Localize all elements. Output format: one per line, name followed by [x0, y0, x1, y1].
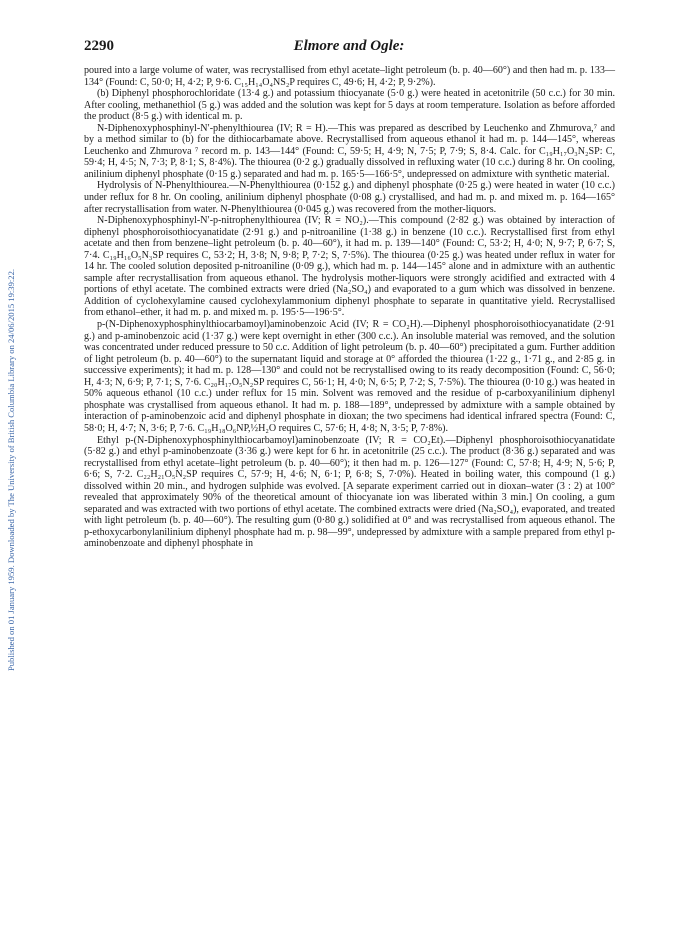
- paragraph-method-b: (b) Diphenyl phosphorochloridate (13·4 g.) and potassium thiocyanate (5·0 g.) were heated in acetonitrile (50 c.c.) for 30 min. After cooling, methanethiol (5 g.) was added and the solution was kept for 5 days at room temperature. Isolation as before afforded the product (8·5 g.) with identical m. p.: [84, 88, 615, 123]
- paragraph-ethyl-aminobenzoate: Ethyl p-(N-Diphenoxyphosphinylthiocarbamoyl)aminobenzoate (IV; R = CO₂Et).—Diphenyl phosphoroisothiocyanatidate (5·82 g.) and ethyl p-aminobenzoate (3·36 g.) were kept for 6 hr. in acetonitrile (25 c.c.). The product (8·36 g.) separated and was recrystallised from ethyl acetate–light petroleum (b. p. 40—60°); it then had m. p. 126—127° (Found: C, 57·8; H, 4·9; N, 5·6; P, 6·6; S, 7·2. C₂₂H₂₁O₅N₂SP requires C, 57·9; H, 4·6; N, 6·1; P, 6·8; S, 7·0%). Heated in boiling water, this compound (1 g.) dissolved within 20 min., and hydrogen sulphide was evolved. [A separate experiment carried out in dioxan–water (3 : 2) at 100° revealed that approximately 90% of the theoretical amount of thiocyanate ion was liberated within 3 min.] On cooling, a gum separated and was extracted with two portions of ethyl acetate. The combined extracts were dried (Na₂SO₄), evaporated, and treated with light petroleum (b. p. 40—60°). The resulting gum (0·80 g.) solidified at 0° and was recrystallised from aqueous ethanol. The p-ethoxycarbonylanilinium diphenyl phosphate had m. p. 98—99°, undepressed by admixture with a sample prepared from ethyl p-aminobenzoate and diphenyl phosphate in: [84, 434, 615, 550]
- paragraph-hydrolysis: Hydrolysis of N-Phenylthiourea.—N-Phenylthiourea (0·152 g.) and diphenyl phosphate (0·25 g.) were heated in water (10 c.c.) under reflux for 8 hr. On cooling, anilinium diphenyl phosphate (0·08 g.) crystallised, and had m. p. and mixed m. p. 164—165° after recrystallisation from water. N-Phenylthiourea (0·045 g.) was recovered from the mother-liquors.: [84, 180, 615, 215]
- running-head: Elmore and Ogle:: [293, 38, 405, 54]
- paragraph-continuation: poured into a large volume of water, was recrystallised from ethyl acetate–light petroleum (b. p. 40—60°) and then had m. p. 133—134° (Found: C, 50·0; H, 4·2; P, 9·6. C₁₅H₁₄O₄NS₂P requires C, 49·6; H, 4·2; P, 9·2%).: [84, 65, 615, 88]
- paragraph-aminobenzoic-acid: p-(N-Diphenoxyphosphinylthiocarbamoyl)aminobenzoic Acid (IV; R = CO₂H).—Diphenyl phosphoroisothiocyanatidate (2·91 g.) and p-aminobenzoic acid (1·37 g.) were kept overnight in ether (300 c.c.). An insoluble material was removed, and the solution was concentrated under reduced pressure to 50 c.c. Addition of light petroleum (b. p. 40—60°) precipitated a gum. Further addition of light petroleum (b. p. 40—60°) to the supernatant liquid and storage at 0° afforded the thiourea (1·22 g., 1·71 g., and 2·85 g. in successive experiments); it had m. p. 128—130° and could not be recrystallised owing to its ready decomposition (Found: C, 56·0; H, 4·3; N, 6·9; P, 7·1; S, 7·6. C₂₀H₁₇O₅N₂SP requires C, 56·1; H, 4·0; N, 6·5; P, 7·2; S, 7·5%). The thiourea (0·10 g.) was heated in 50% aqueous ethanol (10 c.c.) under reflux for 15 min. Solvent was removed and the residue of p-carboxyanilinium diphenyl phosphate was crystallised from aqueous ethanol. It had m. p. 188—189°, undepressed by admixture with a sample obtained by interaction of p-aminobenzoic acid and diphenyl phosphate in dioxan; the two specimens had identical infrared spectra (Found: C, 58·0; H, 4·7; N, 3·6; P, 7·6. C₁₉H₁₈O₆NP,½H₂O requires C, 57·6; H, 4·8; N, 3·5; P, 7·8%).: [84, 319, 615, 434]
- page-header: [84, 38, 614, 60]
- publication-notice: Published on 01 January 1959. Downloaded by The University of British Columbia Library on 24/06/2015 19:39:22.: [6, 268, 16, 672]
- paragraph-phenylthiourea: N-Diphenoxyphosphinyl-N′-phenylthiourea (IV; R = H).—This was prepared as described by Leuchenko and Zhmurova,⁷ and by a method similar to (b) for the dithiocarbamate above. Recrystallised from aqueous ethanol it had m. p. 144—145°, whereas Leuchenko and Zhmurova ⁷ record m. p. 143—144° (Found: C, 59·5; H, 4·9; N, 7·5; P, 7·9; S, 8·4. Calc. for C₁₉H₁₇O₃N₂SP: C, 59·4; H, 4·5; N, 7·3; P, 8·1; S, 8·4%). The thiourea (0·2 g.) gradually dissolved in refluxing water (10 c.c.) during 8 hr. On cooling, anilinium diphenyl phosphate (0·15 g.) separated and had m. p. 165·5—166·5°, undepressed on admixture with synthetic material.: [84, 122, 615, 180]
- paragraph-nitrophenylthiourea: N-Diphenoxyphosphinyl-N′-p-nitrophenylthiourea (IV; R = NO₂).—This compound (2·82 g.) was obtained by interaction of diphenyl phosphoroisothiocyanatidate (2·91 g.) and p-nitroaniline (1·38 g.) in benzene (10 c.c.). Recrystallised first from ethyl acetate and then from benzene–light petroleum (b. p. 40—60°), it had m. p. 139—140° (Found: C, 53·2; H, 4·0; N, 9·7; P, 6·7; S, 7·4. C₁₉H₁₆O₅N₃SP requires C, 53·2; H, 3·8; N, 9·8; P, 7·2; S, 7·5%). The thiourea (0·25 g.) was heated under reflux in water for 14 hr. The cooled solution deposited p-nitroaniline (0·09 g.), which had m. p. 144—145° alone and in admixture with an authentic sample after recrystallisation from aqueous ethanol. The hydrolysis mother-liquors were strongly acidified and extracted with 4 portions of ethyl acetate. The combined extracts were dried (Na₂SO₄) and evaporated to a gum which was dissolved in benzene. Addition of cyclohexylamine caused cyclohexylammonium diphenyl phosphate to separate in quantitative yield. Recrystallised from ethanol–ether, it had m. p. and mixed m. p. 195·5—196·5°.: [84, 215, 615, 319]
- publication-watermark: [4, 120, 18, 820]
- article-body: [84, 65, 615, 550]
- page-number: 2290: [84, 38, 114, 54]
